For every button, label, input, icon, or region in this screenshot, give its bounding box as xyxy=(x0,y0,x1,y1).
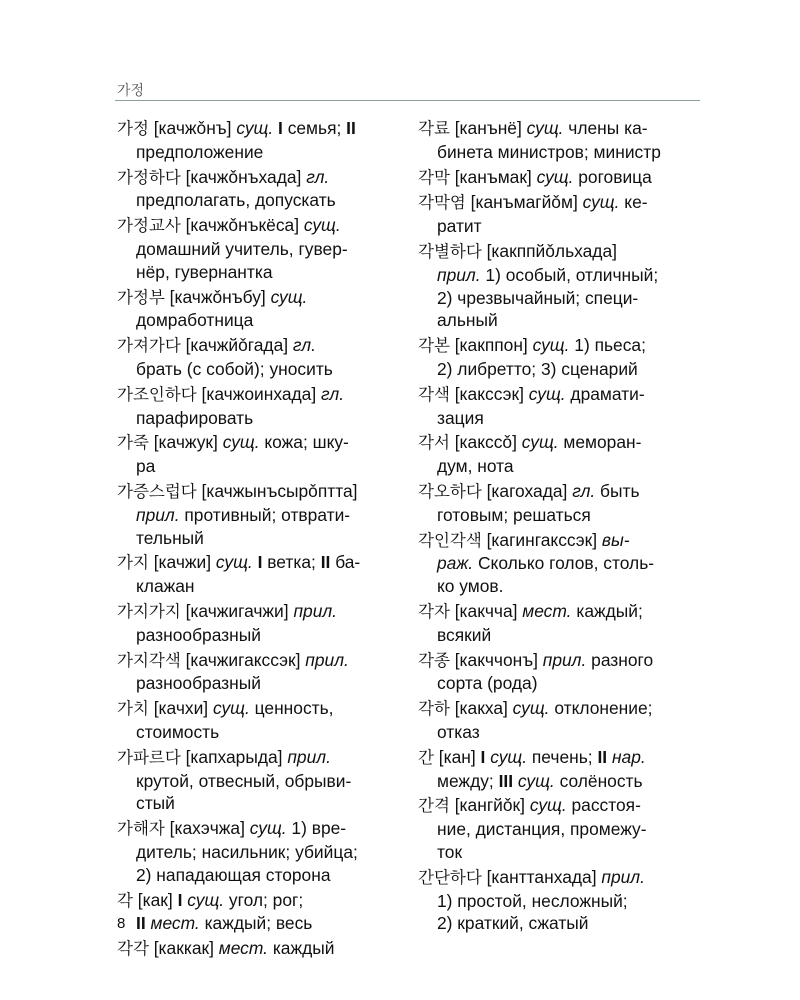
entry-first-line xyxy=(117,746,399,770)
grammar-label: сущ. xyxy=(536,166,574,187)
dictionary-entry xyxy=(117,746,399,815)
headword: 가지각색 xyxy=(117,650,181,670)
grammar-label: сущ. xyxy=(303,215,341,236)
entry-text: крутой, отвесный, обрыви- xyxy=(136,770,352,791)
entry-text: брать (с собой); уносить xyxy=(136,358,333,379)
entry-text: ток xyxy=(437,841,463,862)
headword: 가증스럽다 xyxy=(117,481,197,501)
headword: 각자 xyxy=(418,601,450,621)
entry-text: ба- xyxy=(330,552,361,573)
dictionary-entry xyxy=(418,480,700,527)
dictionary-entry xyxy=(418,794,700,863)
entry-text: 1) пьеса; xyxy=(569,335,646,356)
sense-numeral: II xyxy=(136,913,146,934)
dictionary-entry xyxy=(418,697,700,744)
entry-text: отказ xyxy=(437,721,480,742)
entry-text: разнообразный xyxy=(136,673,261,694)
entry-first-line xyxy=(117,551,399,575)
sense-numeral: II xyxy=(320,552,331,573)
entry-text: между; xyxy=(437,770,499,791)
entry-continuation-line xyxy=(418,504,700,527)
entry-continuation-line xyxy=(117,624,399,647)
entry-text: расстоя- xyxy=(566,795,641,816)
entry-text: ко умов. xyxy=(437,576,504,597)
entry-continuation-line xyxy=(418,721,700,744)
entry-continuation-line xyxy=(117,455,399,478)
headword: 각막 xyxy=(418,167,450,187)
entry-first-line xyxy=(418,866,700,890)
entry-text: дум, нота xyxy=(437,456,514,477)
entry-text: ке- xyxy=(619,192,648,213)
dictionary-entry xyxy=(117,166,399,213)
entry-text: [качжǒнъкёса] xyxy=(180,215,304,236)
header-rule xyxy=(115,100,700,101)
entry-text: [какппон] xyxy=(449,335,533,356)
dictionary-entry xyxy=(117,649,399,696)
entry-text: [качжйǒгада] xyxy=(180,335,293,356)
entry-continuation-line xyxy=(117,504,399,527)
dictionary-entry xyxy=(418,334,700,381)
entry-first-line xyxy=(117,817,399,841)
entry-text: быть xyxy=(595,480,640,501)
headword: 가죽 xyxy=(117,433,149,453)
entry-text: ра xyxy=(136,456,156,477)
entry-text: [какччонъ] xyxy=(449,649,543,670)
entry-text: 2) либретто; 3) сценарий xyxy=(437,358,638,379)
entry-text: [качжǒнъбу] xyxy=(164,286,271,307)
grammar-label: сущ. xyxy=(526,118,564,138)
headword: 각색 xyxy=(418,384,450,404)
entry-continuation-line xyxy=(117,238,399,261)
entry-text: ратит xyxy=(437,216,482,237)
entry-first-line xyxy=(418,746,700,770)
entry-text: готовым; решаться xyxy=(437,504,591,525)
grammar-label: прил. xyxy=(136,504,180,525)
dictionary-entry xyxy=(117,551,399,598)
entry-first-line xyxy=(418,529,700,553)
entry-text: [кагингакссэк] xyxy=(481,529,602,550)
entry-continuation-line xyxy=(418,455,700,478)
grammar-label: сущ. xyxy=(532,335,570,356)
entry-text: ветка; xyxy=(262,552,321,573)
entry-continuation-line xyxy=(418,141,700,164)
entry-continuation-line xyxy=(418,624,700,647)
entry-text: 2) краткий, сжатый xyxy=(437,913,589,934)
grammar-label: вы- xyxy=(601,529,630,550)
entry-continuation-line xyxy=(117,309,399,332)
dictionary-entry xyxy=(418,866,700,935)
entry-first-line xyxy=(117,166,399,190)
entry-first-line xyxy=(418,117,700,141)
grammar-label: сущ. xyxy=(270,286,308,307)
headword: 각본 xyxy=(418,336,450,356)
entry-continuation-line xyxy=(418,912,700,935)
entry-text: члены ка- xyxy=(563,118,648,138)
entry-text: [качжи] xyxy=(148,552,216,573)
entry-continuation-line xyxy=(418,309,700,332)
sense-numeral: I xyxy=(480,746,486,767)
entry-text: меморан- xyxy=(558,432,642,453)
dictionary-entry xyxy=(117,214,399,283)
entry-first-line xyxy=(418,334,700,358)
entry-text: [кагохада] xyxy=(481,480,573,501)
grammar-label: прил. xyxy=(305,649,349,670)
grammar-label: гл. xyxy=(572,480,596,501)
grammar-label: мест. xyxy=(150,913,200,934)
entry-text: [кахэчжа] xyxy=(164,818,250,839)
entry-text: [канттанхада] xyxy=(481,866,602,887)
entry-text: печень; xyxy=(527,746,598,767)
entry-text: роговица xyxy=(573,166,652,187)
dictionary-entry xyxy=(117,697,399,744)
entry-continuation-line xyxy=(117,141,399,164)
entry-first-line xyxy=(418,794,700,818)
entry-first-line xyxy=(117,889,399,913)
grammar-label: сущ. xyxy=(521,432,559,453)
entry-text: разного xyxy=(586,649,654,670)
entry-continuation-line xyxy=(117,261,399,284)
entry-text: клажан xyxy=(136,576,195,597)
entry-first-line xyxy=(418,431,700,455)
entry-text: стый xyxy=(136,793,175,814)
dictionary-entry xyxy=(418,383,700,430)
right-column xyxy=(418,117,700,937)
entry-first-line xyxy=(418,697,700,721)
dictionary-entry xyxy=(418,649,700,696)
headword: 가지가지 xyxy=(117,601,181,621)
entry-text: [качжǒнъхада] xyxy=(180,166,307,187)
entry-first-line xyxy=(117,480,399,504)
headword: 각 xyxy=(117,890,133,910)
grammar-label: сущ. xyxy=(512,698,550,719)
entry-text: [канъмак] xyxy=(449,166,537,187)
headword: 가정 xyxy=(117,119,149,138)
dictionary-entry xyxy=(117,383,399,430)
entry-first-line xyxy=(117,214,399,238)
dictionary-entry xyxy=(418,600,700,647)
entry-first-line xyxy=(117,649,399,673)
headword: 간 xyxy=(418,747,434,767)
entry-first-line xyxy=(418,383,700,407)
headword: 각오하다 xyxy=(418,481,482,501)
entry-first-line xyxy=(117,334,399,358)
entry-continuation-line xyxy=(117,864,399,887)
headword: 각서 xyxy=(418,433,450,453)
dictionary-entry xyxy=(418,166,700,190)
headword: 가지 xyxy=(117,553,149,573)
grammar-label: сущ. xyxy=(249,818,287,839)
entry-text: домашний учитель, гувер- xyxy=(136,238,348,259)
entry-first-line xyxy=(117,937,399,961)
entry-text: разнообразный xyxy=(136,624,261,645)
entry-continuation-line xyxy=(418,264,700,287)
entry-text: [какчча] xyxy=(449,600,523,621)
grammar-label: сущ. xyxy=(236,118,274,138)
entry-text: стоимость xyxy=(136,721,220,742)
grammar-label: гл. xyxy=(292,335,316,356)
entry-continuation-line xyxy=(418,287,700,310)
dictionary-entry xyxy=(117,889,399,936)
entry-text: [качжигакссэк] xyxy=(180,649,306,670)
entry-text: каждый xyxy=(267,938,335,959)
grammar-label: раж. xyxy=(437,553,474,574)
entry-text: каждый; xyxy=(571,600,643,621)
entry-text: [канъмагйǒм] xyxy=(465,192,583,213)
entry-text: противный; отврати- xyxy=(179,504,351,525)
entry-text: солёность xyxy=(554,770,643,791)
sense-numeral: III xyxy=(498,770,514,791)
grammar-label: сущ. xyxy=(529,795,567,816)
dictionary-entry xyxy=(418,746,700,793)
entry-continuation-line xyxy=(418,841,700,864)
entry-text: всякий xyxy=(437,624,492,645)
entry-text: [как] xyxy=(132,889,178,910)
entry-continuation-line xyxy=(117,770,399,793)
grammar-label: прил. xyxy=(293,600,338,621)
entry-text: отклонение; xyxy=(549,698,653,719)
entry-text: ценность, xyxy=(249,698,334,719)
dictionary-entry xyxy=(418,431,700,478)
entry-continuation-line xyxy=(418,890,700,913)
headword: 가정교사 xyxy=(117,216,181,236)
entry-continuation-line xyxy=(117,575,399,598)
dictionary-entry xyxy=(117,937,399,961)
entry-text: [канънё] xyxy=(449,118,527,138)
entry-text: тельный xyxy=(136,527,204,548)
headword: 각인각색 xyxy=(418,530,482,550)
entry-continuation-line xyxy=(117,721,399,744)
dictionary-entry xyxy=(418,191,700,238)
dictionary-entry xyxy=(117,817,399,886)
headword: 각료 xyxy=(418,119,450,138)
entry-continuation-line xyxy=(117,189,399,212)
headword: 각종 xyxy=(418,650,450,670)
entry-first-line xyxy=(418,166,700,190)
entry-text: драмати- xyxy=(565,383,645,404)
entry-text: ние, дистанция, промежу- xyxy=(437,819,647,840)
dictionary-entry xyxy=(117,334,399,381)
entry-continuation-line xyxy=(117,672,399,695)
headword: 간격 xyxy=(418,796,450,816)
entry-text: [качжынъсырǒптта] xyxy=(196,480,358,501)
grammar-label: сущ. xyxy=(215,552,253,573)
headword: 가파르다 xyxy=(117,747,181,767)
grammar-label: прил. xyxy=(437,264,481,285)
entry-text: альный xyxy=(437,310,498,331)
headword: 간단하다 xyxy=(418,867,482,887)
entry-text: [качжигачжи] xyxy=(180,600,294,621)
grammar-label: нар. xyxy=(611,746,646,767)
entry-continuation-line xyxy=(117,841,399,864)
entry-text: 1) особый, отличный; xyxy=(480,264,659,285)
entry-text: каждый; весь xyxy=(199,913,313,934)
entry-text: [какппйǒльхада] xyxy=(481,240,617,261)
entry-text: дитель; насильник; убийца; xyxy=(136,841,358,862)
headword: 가정부 xyxy=(117,287,165,307)
entry-continuation-line xyxy=(117,407,399,430)
entry-text: сорта (рода) xyxy=(437,673,538,694)
entry-text: 2) чрезвычайный; специ- xyxy=(437,287,639,308)
grammar-label: мест. xyxy=(522,600,572,621)
entry-text: [капхарыда] xyxy=(180,746,288,767)
grammar-label: мест. xyxy=(218,938,268,959)
dictionary-entry xyxy=(117,480,399,549)
headword: 각별하다 xyxy=(418,241,482,261)
grammar-label: сущ. xyxy=(212,698,250,719)
grammar-label: сущ. xyxy=(517,770,555,791)
entry-text: Сколько голов, столь- xyxy=(473,553,655,574)
grammar-label: сущ. xyxy=(187,889,225,910)
entry-first-line xyxy=(117,431,399,455)
grammar-label: сущ. xyxy=(528,383,566,404)
headword: 가정하다 xyxy=(117,167,181,187)
entry-continuation-line xyxy=(117,792,399,815)
sense-numeral: II xyxy=(346,118,356,138)
grammar-label: гл. xyxy=(306,166,330,187)
entry-text: [качжǒнъ] xyxy=(148,118,237,138)
entry-continuation-line xyxy=(117,527,399,550)
entry-continuation-line xyxy=(418,770,700,793)
entry-continuation-line xyxy=(418,672,700,695)
sense-numeral: I xyxy=(177,889,183,910)
grammar-label: прил. xyxy=(287,746,331,767)
headword: 각각 xyxy=(117,939,149,959)
entry-text: нёр, гувернантка xyxy=(136,261,273,282)
dictionary-entry xyxy=(418,117,700,164)
entry-text: кожа; шку- xyxy=(259,432,349,453)
grammar-label: сущ. xyxy=(222,432,260,453)
entry-text: [качжук] xyxy=(148,432,223,453)
headword: 가조인하다 xyxy=(117,384,197,404)
entry-text: предполагать, допускать xyxy=(136,190,336,211)
dictionary-entry xyxy=(117,117,399,164)
entry-first-line xyxy=(117,117,399,141)
grammar-label: сущ. xyxy=(490,746,528,767)
entry-text: семья; xyxy=(282,118,347,138)
entry-text: [кан] xyxy=(433,746,481,767)
entry-continuation-line xyxy=(418,552,700,575)
entry-text: предположение xyxy=(136,141,264,162)
entry-text: [каккак] xyxy=(148,938,219,959)
entry-first-line xyxy=(418,480,700,504)
left-column xyxy=(117,117,399,963)
sense-numeral: II xyxy=(597,746,608,767)
dictionary-entry xyxy=(117,286,399,333)
page-number: 8 xyxy=(117,915,126,932)
entry-text: [какха] xyxy=(449,698,513,719)
entry-text: домработница xyxy=(136,310,254,331)
entry-first-line xyxy=(418,600,700,624)
entry-continuation-line xyxy=(418,358,700,381)
entry-text: [какссǒ] xyxy=(449,432,522,453)
entry-text: 2) нападающая сторона xyxy=(136,864,331,885)
running-head: 가정 xyxy=(117,83,145,99)
entry-first-line xyxy=(117,383,399,407)
entry-first-line xyxy=(418,191,700,215)
entry-text: угол; рог; xyxy=(224,889,304,910)
grammar-label: прил. xyxy=(542,649,587,670)
entry-text: [какссэк] xyxy=(449,383,529,404)
entry-first-line xyxy=(117,600,399,624)
grammar-label: гл. xyxy=(321,383,345,404)
entry-text: [кангйǒк] xyxy=(449,795,530,816)
entry-text: бинета министров; министр xyxy=(437,141,661,162)
entry-first-line xyxy=(418,649,700,673)
entry-continuation-line xyxy=(418,407,700,430)
entry-text: зация xyxy=(437,407,484,428)
dictionary-entry xyxy=(117,600,399,647)
headword: 가져가다 xyxy=(117,336,181,356)
headword: 가해자 xyxy=(117,819,165,839)
entry-text: 1) простой, несложный; xyxy=(437,890,628,911)
entry-continuation-line xyxy=(418,575,700,598)
entry-text: [качжоинхада] xyxy=(196,383,321,404)
headword: 각하 xyxy=(418,699,450,719)
headword: 각막염 xyxy=(418,193,466,213)
dictionary-entry xyxy=(418,529,700,598)
entry-text: парафировать xyxy=(136,407,254,428)
entry-text: [качхи] xyxy=(148,698,213,719)
grammar-label: прил. xyxy=(601,866,645,887)
headword: 가치 xyxy=(117,699,149,719)
entry-continuation-line xyxy=(117,358,399,381)
entry-first-line xyxy=(418,240,700,264)
entry-text: 1) вре- xyxy=(286,818,347,839)
entry-continuation-line xyxy=(418,818,700,841)
entry-first-line xyxy=(117,286,399,310)
dictionary-entry xyxy=(117,431,399,478)
entry-continuation-line xyxy=(117,912,399,935)
sense-numeral: I xyxy=(278,118,283,138)
entry-continuation-line xyxy=(418,215,700,238)
dictionary-entry xyxy=(418,240,700,332)
grammar-label: сущ. xyxy=(582,192,620,213)
entry-first-line xyxy=(117,697,399,721)
sense-numeral: I xyxy=(257,552,263,573)
